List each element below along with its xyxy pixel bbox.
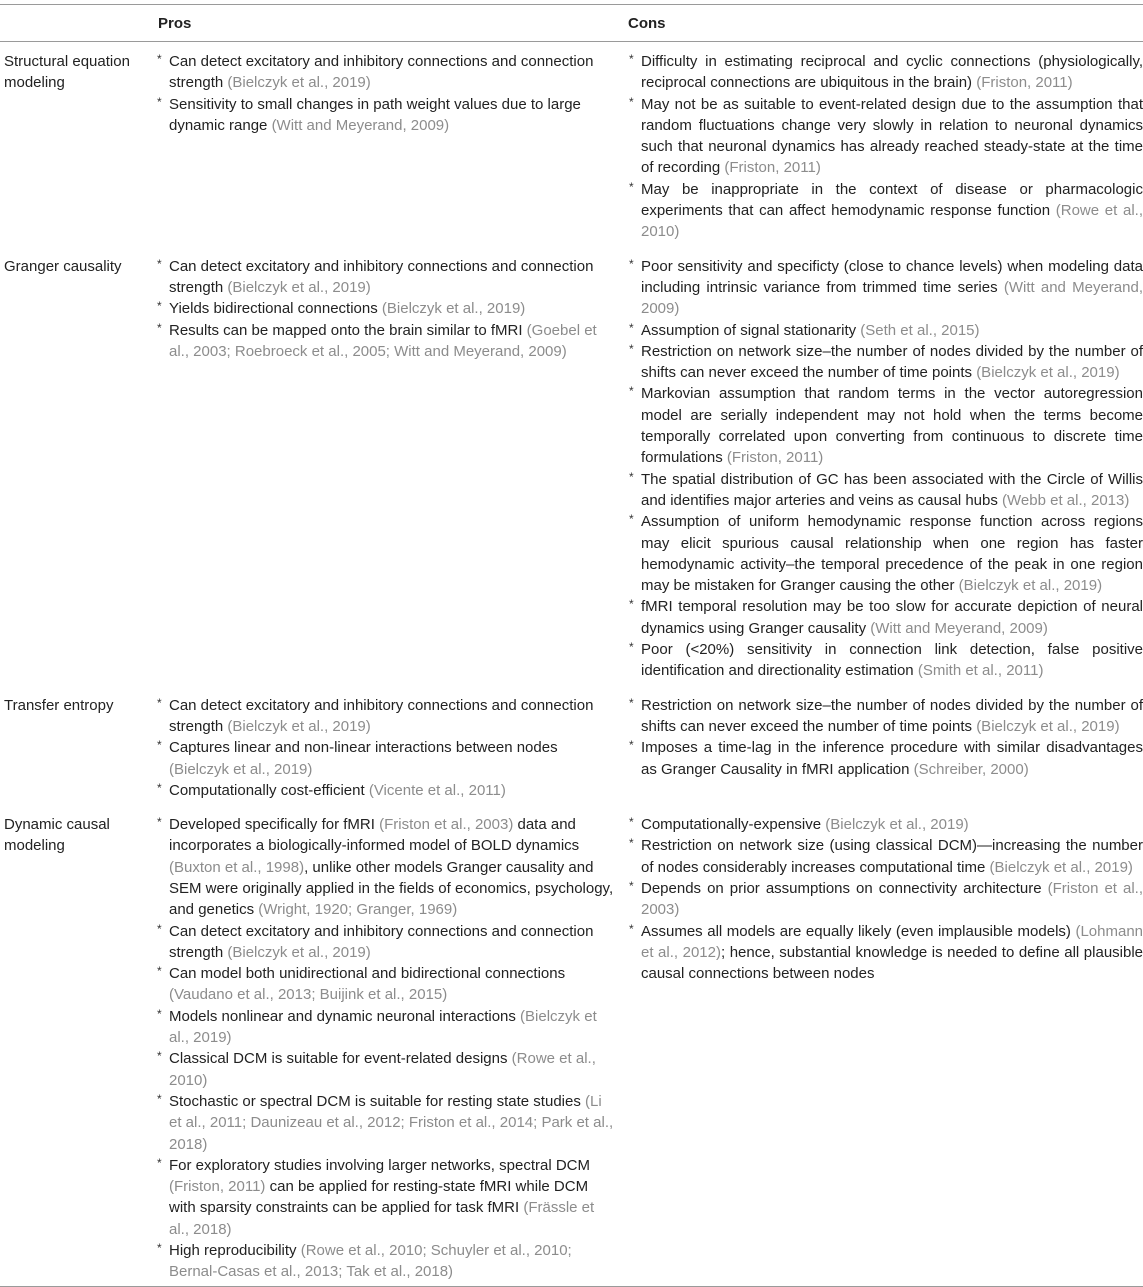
item-text: Difficulty in estimating reciprocal and cyclic connections (physiologically, reciprocal connections are ubiquitous in the brain)	[641, 53, 1143, 92]
citation: (Frässle et al., 2018)	[169, 1199, 595, 1238]
bullet-icon: *	[629, 384, 634, 399]
bullet-icon: *	[157, 1155, 162, 1170]
pros-item	[155, 695, 627, 738]
bullet-icon: *	[157, 964, 162, 979]
pros-item	[155, 94, 627, 137]
item-text: Can detect excitatory and inhibitory connections and connection strength	[169, 922, 594, 961]
citation: (Bielczyk et al., 2019)	[989, 858, 1133, 876]
pros-cell	[155, 256, 627, 362]
pros-list	[155, 256, 627, 362]
bullet-icon: *	[157, 1241, 162, 1256]
bullet-icon: *	[629, 640, 634, 655]
pros-item	[155, 1240, 627, 1283]
method-name: Structural equation modeling	[4, 53, 130, 92]
citation: (Witt and Meyerand, 2009)	[271, 116, 450, 134]
cons-item	[627, 814, 1143, 835]
cons-item	[627, 383, 1143, 468]
bullet-icon: *	[629, 597, 634, 612]
citation: (Rowe et al., 2010; Schuyler et al., 2010; Bernal-Casas et al., 2013; Tak et al., 2018)	[169, 1242, 572, 1281]
bullet-icon: *	[157, 780, 162, 795]
bullet-icon: *	[629, 469, 634, 484]
item-text: Sensitivity to small changes in path weight values due to large dynamic range	[169, 95, 581, 134]
item-text: Computationally-expensive	[641, 816, 826, 834]
bullet-icon: *	[629, 695, 634, 710]
citation: (Vicente et al., 2011)	[368, 781, 506, 799]
citation: (Schreiber, 2000)	[913, 760, 1029, 778]
bullet-icon: *	[157, 299, 162, 314]
item-text: , unlike other models Granger causality and SEM were originally applied in the fields of economics, psychology, and genetics	[169, 858, 614, 919]
cons-item	[627, 639, 1143, 682]
item-text: Can detect excitatory and inhibitory connections and connection strength	[169, 53, 594, 92]
item-text: Results can be mapped onto the brain similar to fMRI	[169, 321, 527, 339]
item-text: Restriction on network size–the number of nodes divided by the number of shifts can never exceed the number of time points	[641, 342, 1143, 382]
item-text: May not be as suitable to event-related design due to the assumption that random fluctuations change very slowly in relation to neuronal dynamics such that neuronal dynamics has already reached steady-state at the time of recording	[641, 95, 1143, 177]
pros-cell	[155, 695, 627, 801]
cons-item	[627, 179, 1143, 243]
bullet-icon: *	[629, 512, 634, 527]
pros-list	[155, 695, 627, 801]
item-text: Assumes all models are equally likely (even implausible models)	[641, 922, 1076, 940]
cons-item	[627, 469, 1143, 512]
bullet-icon: *	[157, 256, 162, 271]
bullet-icon: *	[629, 320, 634, 335]
citation: (Buxton et al., 1998)	[169, 858, 305, 876]
cons-cell	[627, 256, 1143, 682]
item-text: data and incorporates a biologically-informed model of BOLD dynamics	[169, 816, 580, 855]
header-cons: Cons	[628, 15, 666, 32]
cons-item	[627, 341, 1143, 384]
bullet-icon: *	[157, 921, 162, 936]
bullet-icon: *	[157, 320, 162, 335]
item-text: High reproducibility	[169, 1242, 301, 1260]
cons-cell	[627, 695, 1143, 780]
table-row	[0, 685, 1143, 804]
bullet-icon: *	[157, 94, 162, 109]
bullet-icon: *	[157, 695, 162, 710]
cons-item	[627, 835, 1143, 878]
cons-item	[627, 511, 1143, 596]
citation: (Witt and Meyerand, 2009)	[870, 619, 1048, 637]
table-header	[0, 5, 1143, 41]
method-name: Granger causality	[4, 257, 122, 275]
cons-item	[627, 94, 1143, 179]
citation: (Rowe et al., 2010)	[641, 202, 1143, 241]
citation: (Bielczyk et al., 2019)	[958, 577, 1103, 595]
item-text: Developed specifically for fMRI	[169, 816, 380, 834]
bullet-icon: *	[629, 921, 634, 936]
citation: (Friston, 2011)	[169, 1178, 266, 1196]
bullet-icon: *	[629, 878, 634, 893]
item-text: Computationally cost-efficient	[169, 781, 369, 799]
pros-item	[155, 1155, 627, 1240]
item-text: ; hence, substantial knowledge is needed to define all plausible causal connections between nodes	[641, 943, 1143, 983]
pros-item	[155, 921, 627, 964]
bullet-icon: *	[629, 256, 634, 271]
table-body	[0, 42, 1143, 1286]
pros-item	[155, 963, 627, 1006]
item-text: Restriction on network size–the number of nodes divided by the number of shifts can never exceed the number of time points	[641, 696, 1143, 735]
pros-cell	[155, 51, 627, 136]
bullet-icon: *	[157, 815, 162, 830]
cons-item	[627, 878, 1143, 921]
table-row	[0, 804, 1143, 1286]
bullet-icon: *	[629, 341, 634, 356]
citation: (Friston, 2011)	[726, 449, 824, 467]
item-text: Models nonlinear and dynamic neuronal interactions	[169, 1007, 521, 1025]
pros-cell	[155, 814, 627, 1283]
item-text: Poor sensitivity and specificty (close to chance levels) when modeling data including intrinsic variance from trimmed time series	[641, 257, 1143, 296]
citation: (Bielczyk et al., 2019)	[227, 943, 371, 961]
item-text: May be inappropriate in the context of disease or pharmacologic experiments that can affect hemodynamic response function	[641, 180, 1143, 220]
bullet-icon: *	[629, 836, 634, 851]
citation: (Smith et al., 2011)	[917, 662, 1044, 680]
cons-item	[627, 737, 1143, 780]
cons-list	[627, 51, 1143, 243]
bullet-icon: *	[157, 1006, 162, 1021]
pros-item	[155, 1048, 627, 1091]
item-text: Restriction on network size (using classical DCM)—increasing the number of nodes considerably increases computational time	[641, 837, 1143, 876]
item-text: Assumption of signal stationarity	[641, 321, 861, 339]
item-text: Classical DCM is suitable for event-related designs	[169, 1050, 512, 1068]
pros-item	[155, 1091, 627, 1155]
comparison-table	[0, 4, 1143, 1287]
cons-item	[627, 695, 1143, 738]
table-row	[0, 42, 1143, 246]
cons-cell	[627, 814, 1143, 984]
table-bottom-rule	[0, 1286, 1143, 1287]
item-text: fMRI temporal resolution may be too slow for accurate depiction of neural dynamics using Granger causality	[641, 598, 1143, 637]
citation: (Bielczyk et al., 2019)	[976, 717, 1120, 735]
item-text: Captures linear and non-linear interactions between nodes	[169, 739, 558, 757]
citation: (Bielczyk et al., 2019)	[381, 300, 526, 318]
pros-item	[155, 51, 627, 94]
citation: (Vaudano et al., 2013; Buijink et al., 2015)	[169, 986, 448, 1004]
bullet-icon: *	[157, 738, 162, 753]
citation: (Wright, 1920; Granger, 1969)	[258, 901, 458, 919]
item-text: Yields bidirectional connections	[169, 300, 382, 318]
citation: (Bielczyk et al., 2019)	[169, 1007, 597, 1047]
bullet-icon: *	[629, 179, 634, 194]
citation: (Bielczyk et al., 2019)	[825, 816, 969, 834]
pros-item	[155, 1006, 627, 1049]
pros-item	[155, 320, 627, 363]
cons-item	[627, 596, 1143, 639]
bullet-icon: *	[629, 815, 634, 830]
method-name: Transfer entropy	[4, 696, 114, 714]
cons-list	[627, 814, 1143, 984]
item-text: can be applied for resting-state fMRI while DCM with sparsity constraints can be applied for task fMRI	[169, 1178, 589, 1217]
item-text: Markovian assumption that random terms in the vector autoregression model are serially independent may not hold when the terms become temporally correlated upon converting from continuous to discrete time formulations	[641, 385, 1143, 467]
citation: (Friston et al., 2003)	[379, 816, 514, 834]
citation: (Friston, 2011)	[724, 159, 821, 177]
citation: (Witt and Meyerand, 2009)	[641, 278, 1143, 318]
cons-item	[627, 921, 1143, 985]
bullet-icon: *	[157, 52, 162, 66]
item-text: Can detect excitatory and inhibitory connections and connection strength	[169, 696, 594, 735]
method-name: Dynamic causal modeling	[4, 816, 110, 855]
cons-item	[627, 256, 1143, 320]
item-text: Stochastic or spectral DCM is suitable for resting state studies	[169, 1092, 586, 1110]
pros-list	[155, 814, 627, 1283]
pros-item	[155, 298, 627, 319]
item-text: For exploratory studies involving larger networks, spectral DCM	[169, 1156, 590, 1174]
bullet-icon: *	[157, 1091, 162, 1106]
item-text: Poor (<20%) sensitivity in connection link detection, false positive identification and directionality estimation	[641, 641, 1143, 680]
item-text: Assumption of uniform hemodynamic response function across regions may elicit spurious causal relationship when one region has faster hemodynamic activity–the temporal precedence of the peak in one region may be mistaken for Granger causing the other	[641, 513, 1143, 595]
citation: (Goebel et al., 2003; Roebroeck et al., 2005; Witt and Meyerand, 2009)	[169, 321, 597, 360]
pros-item	[155, 814, 627, 920]
item-text: Depends on prior assumptions on connectivity architecture	[641, 879, 1048, 897]
header-pros: Pros	[158, 15, 192, 32]
cons-item	[627, 51, 1143, 94]
bullet-icon: *	[629, 94, 634, 109]
item-text: The spatial distribution of GC has been associated with the Circle of Willis and identifies major arteries and veins as causal hubs	[641, 470, 1143, 509]
citation: (Webb et al., 2013)	[1002, 491, 1130, 509]
citation: (Friston, 2011)	[976, 74, 1073, 92]
citation: (Bielczyk et al., 2019)	[976, 364, 1120, 382]
table-row	[0, 246, 1143, 685]
citation: (Friston et al., 2003)	[641, 879, 1143, 919]
item-text: Imposes a time-lag in the inference procedure with similar disadvantages as Granger Causality in fMRI application	[641, 739, 1143, 778]
bullet-icon: *	[629, 52, 634, 66]
citation: (Lohmann et al., 2012)	[641, 922, 1143, 961]
cons-list	[627, 695, 1143, 780]
citation: (Seth et al., 2015)	[860, 321, 980, 339]
bullet-icon: *	[157, 1049, 162, 1064]
item-text: Can model both unidirectional and bidirectional connections	[169, 965, 566, 983]
citation: (Bielczyk et al., 2019)	[227, 74, 371, 92]
cons-cell	[627, 51, 1143, 243]
pros-list	[155, 51, 627, 136]
pros-item	[155, 737, 627, 780]
item-text: Can detect excitatory and inhibitory connections and connection strength	[169, 257, 594, 296]
citation: (Bielczyk et al., 2019)	[227, 717, 371, 735]
pros-item	[155, 780, 627, 801]
citation: (Rowe et al., 2010)	[169, 1050, 596, 1089]
pros-item	[155, 256, 627, 299]
citation: (Bielczyk et al., 2019)	[227, 278, 371, 296]
bullet-icon: *	[629, 738, 634, 753]
citation: (Li et al., 2011; Daunizeau et al., 2012; Friston et al., 2014; Park et al., 2018)	[169, 1092, 614, 1153]
cons-item	[627, 320, 1143, 341]
citation: (Bielczyk et al., 2019)	[169, 760, 313, 778]
cons-list	[627, 256, 1143, 682]
